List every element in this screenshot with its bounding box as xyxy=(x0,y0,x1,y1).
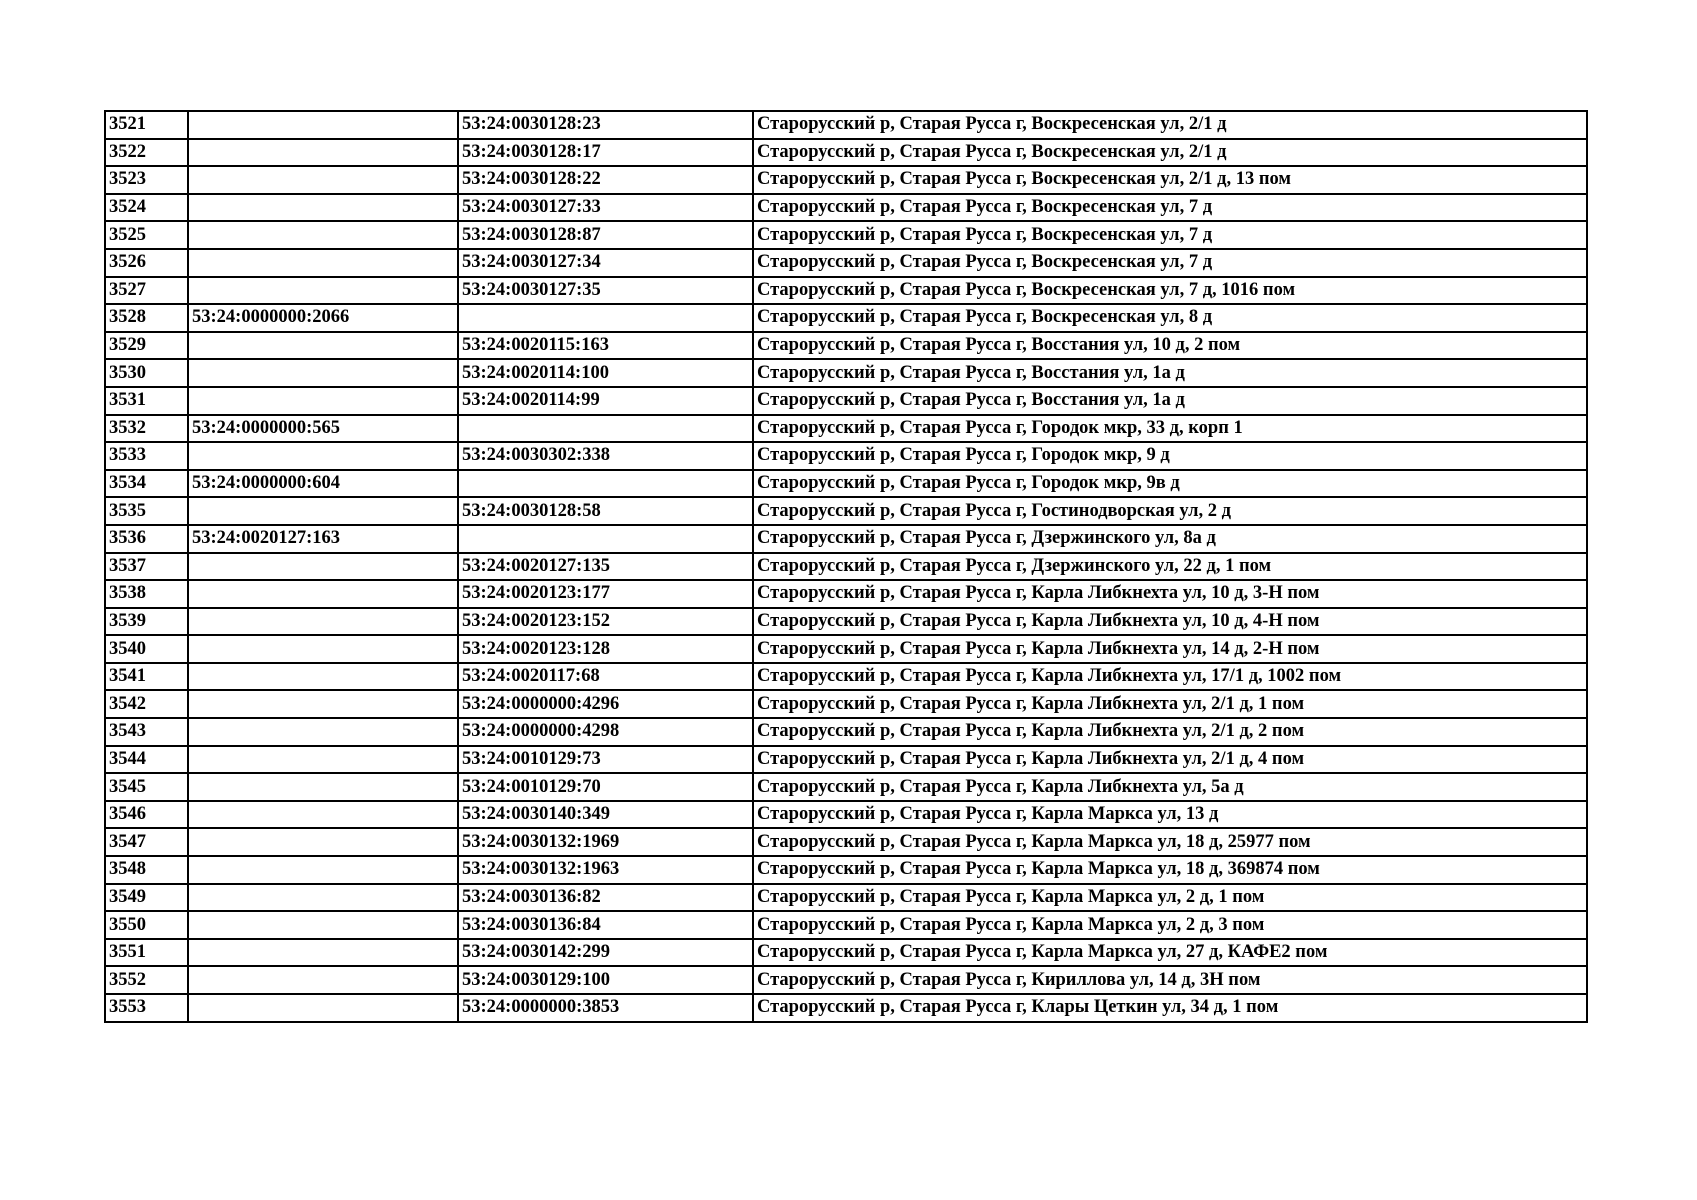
table-row xyxy=(105,221,1587,249)
row-number-cell: 3525 xyxy=(105,221,188,249)
row-number-cell: 3534 xyxy=(105,470,188,498)
row-number-cell: 3530 xyxy=(105,359,188,387)
row-number-cell: 3536 xyxy=(105,525,188,553)
building-cadastral-number-cell xyxy=(188,497,458,525)
row-number-cell: 3547 xyxy=(105,828,188,856)
table-row xyxy=(105,332,1587,360)
address-cell: Старорусский р, Старая Русса г, Кириллова ул, 14 д, 3Н пом xyxy=(753,966,1587,994)
property-registry-table xyxy=(104,110,1588,1023)
building-cadastral-number-cell xyxy=(188,690,458,718)
object-cadastral-number-cell: 53:24:0010129:70 xyxy=(458,773,753,801)
building-cadastral-number-cell xyxy=(188,856,458,884)
building-cadastral-number-cell: 53:24:0000000:565 xyxy=(188,415,458,443)
building-cadastral-number-cell: 53:24:0000000:2066 xyxy=(188,304,458,332)
building-cadastral-number-cell xyxy=(188,442,458,470)
address-cell: Старорусский р, Старая Русса г, Карла Либкнехта ул, 2/1 д, 1 пом xyxy=(753,690,1587,718)
table-row xyxy=(105,277,1587,305)
address-cell: Старорусский р, Старая Русса г, Воскресенская ул, 7 д xyxy=(753,249,1587,277)
object-cadastral-number-cell: 53:24:0030127:35 xyxy=(458,277,753,305)
address-cell: Старорусский р, Старая Русса г, Воскресенская ул, 2/1 д xyxy=(753,139,1587,167)
table-row xyxy=(105,415,1587,443)
row-number-cell: 3541 xyxy=(105,663,188,691)
address-cell: Старорусский р, Старая Русса г, Воскресенская ул, 7 д xyxy=(753,221,1587,249)
address-cell: Старорусский р, Старая Русса г, Воскресенская ул, 2/1 д, 13 пом xyxy=(753,166,1587,194)
address-cell: Старорусский р, Старая Русса г, Карла Маркса ул, 27 д, КАФЕ2 пом xyxy=(753,939,1587,967)
object-cadastral-number-cell: 53:24:0030127:33 xyxy=(458,194,753,222)
address-cell: Старорусский р, Старая Русса г, Карла Либкнехта ул, 14 д, 2-Н пом xyxy=(753,635,1587,663)
address-cell: Старорусский р, Старая Русса г, Воскресенская ул, 7 д, 1016 пом xyxy=(753,277,1587,305)
table-row xyxy=(105,828,1587,856)
row-number-cell: 3531 xyxy=(105,387,188,415)
object-cadastral-number-cell: 53:24:0030140:349 xyxy=(458,801,753,829)
address-cell: Старорусский р, Старая Русса г, Городок мкр, 33 д, корп 1 xyxy=(753,415,1587,443)
building-cadastral-number-cell xyxy=(188,277,458,305)
building-cadastral-number-cell xyxy=(188,359,458,387)
building-cadastral-number-cell xyxy=(188,166,458,194)
row-number-cell: 3542 xyxy=(105,690,188,718)
row-number-cell: 3532 xyxy=(105,415,188,443)
object-cadastral-number-cell: 53:24:0010129:73 xyxy=(458,746,753,774)
address-cell: Старорусский р, Старая Русса г, Городок мкр, 9в д xyxy=(753,470,1587,498)
object-cadastral-number-cell: 53:24:0020123:177 xyxy=(458,580,753,608)
table-row xyxy=(105,856,1587,884)
building-cadastral-number-cell xyxy=(188,828,458,856)
address-cell: Старорусский р, Старая Русса г, Воскресенская ул, 2/1 д xyxy=(753,111,1587,139)
address-cell: Старорусский р, Старая Русса г, Клары Цеткин ул, 34 д, 1 пом xyxy=(753,994,1587,1022)
table-row xyxy=(105,442,1587,470)
object-cadastral-number-cell: 53:24:0030128:87 xyxy=(458,221,753,249)
address-cell: Старорусский р, Старая Русса г, Восстания ул, 10 д, 2 пом xyxy=(753,332,1587,360)
address-cell: Старорусский р, Старая Русса г, Карла Маркса ул, 13 д xyxy=(753,801,1587,829)
building-cadastral-number-cell xyxy=(188,911,458,939)
address-cell: Старорусский р, Старая Русса г, Воскресенская ул, 8 д xyxy=(753,304,1587,332)
object-cadastral-number-cell: 53:24:0030136:82 xyxy=(458,884,753,912)
table-row xyxy=(105,580,1587,608)
table-row xyxy=(105,497,1587,525)
row-number-cell: 3535 xyxy=(105,497,188,525)
object-cadastral-number-cell: 53:24:0030128:23 xyxy=(458,111,753,139)
row-number-cell: 3533 xyxy=(105,442,188,470)
building-cadastral-number-cell xyxy=(188,249,458,277)
row-number-cell: 3545 xyxy=(105,773,188,801)
table-row xyxy=(105,139,1587,167)
address-cell: Старорусский р, Старая Русса г, Карла Маркса ул, 2 д, 1 пом xyxy=(753,884,1587,912)
address-cell: Старорусский р, Старая Русса г, Воскресенская ул, 7 д xyxy=(753,194,1587,222)
address-cell: Старорусский р, Старая Русса г, Карла Либкнехта ул, 2/1 д, 2 пом xyxy=(753,718,1587,746)
row-number-cell: 3552 xyxy=(105,966,188,994)
row-number-cell: 3539 xyxy=(105,608,188,636)
table-row xyxy=(105,746,1587,774)
table-row xyxy=(105,911,1587,939)
object-cadastral-number-cell: 53:24:0030132:1963 xyxy=(458,856,753,884)
row-number-cell: 3544 xyxy=(105,746,188,774)
address-cell: Старорусский р, Старая Русса г, Карла Маркса ул, 18 д, 25977 пом xyxy=(753,828,1587,856)
building-cadastral-number-cell xyxy=(188,387,458,415)
row-number-cell: 3538 xyxy=(105,580,188,608)
building-cadastral-number-cell xyxy=(188,635,458,663)
building-cadastral-number-cell xyxy=(188,884,458,912)
row-number-cell: 3523 xyxy=(105,166,188,194)
address-cell: Старорусский р, Старая Русса г, Восстания ул, 1а д xyxy=(753,359,1587,387)
building-cadastral-number-cell: 53:24:0020127:163 xyxy=(188,525,458,553)
object-cadastral-number-cell: 53:24:0020123:128 xyxy=(458,635,753,663)
address-cell: Старорусский р, Старая Русса г, Гостинодворская ул, 2 д xyxy=(753,497,1587,525)
building-cadastral-number-cell xyxy=(188,221,458,249)
building-cadastral-number-cell xyxy=(188,111,458,139)
row-number-cell: 3549 xyxy=(105,884,188,912)
row-number-cell: 3551 xyxy=(105,939,188,967)
table-row xyxy=(105,359,1587,387)
row-number-cell: 3522 xyxy=(105,139,188,167)
table-row xyxy=(105,663,1587,691)
building-cadastral-number-cell xyxy=(188,801,458,829)
building-cadastral-number-cell xyxy=(188,939,458,967)
table-row xyxy=(105,966,1587,994)
building-cadastral-number-cell xyxy=(188,994,458,1022)
row-number-cell: 3524 xyxy=(105,194,188,222)
object-cadastral-number-cell: 53:24:0030128:17 xyxy=(458,139,753,167)
building-cadastral-number-cell xyxy=(188,718,458,746)
table-row xyxy=(105,525,1587,553)
object-cadastral-number-cell: 53:24:0020117:68 xyxy=(458,663,753,691)
object-cadastral-number-cell: 53:24:0000000:3853 xyxy=(458,994,753,1022)
address-cell: Старорусский р, Старая Русса г, Карла Либкнехта ул, 10 д, 3-Н пом xyxy=(753,580,1587,608)
address-cell: Старорусский р, Старая Русса г, Карла Либкнехта ул, 10 д, 4-Н пом xyxy=(753,608,1587,636)
address-cell: Старорусский р, Старая Русса г, Восстания ул, 1а д xyxy=(753,387,1587,415)
table-row xyxy=(105,884,1587,912)
building-cadastral-number-cell xyxy=(188,580,458,608)
object-cadastral-number-cell: 53:24:0000000:4296 xyxy=(458,690,753,718)
address-cell: Старорусский р, Старая Русса г, Карла Либкнехта ул, 5а д xyxy=(753,773,1587,801)
building-cadastral-number-cell xyxy=(188,746,458,774)
table-row xyxy=(105,470,1587,498)
building-cadastral-number-cell xyxy=(188,608,458,636)
building-cadastral-number-cell xyxy=(188,663,458,691)
object-cadastral-number-cell xyxy=(458,525,753,553)
row-number-cell: 3550 xyxy=(105,911,188,939)
table-row xyxy=(105,553,1587,581)
object-cadastral-number-cell: 53:24:0030142:299 xyxy=(458,939,753,967)
row-number-cell: 3537 xyxy=(105,553,188,581)
object-cadastral-number-cell xyxy=(458,470,753,498)
object-cadastral-number-cell: 53:24:0030128:22 xyxy=(458,166,753,194)
object-cadastral-number-cell: 53:24:0020114:99 xyxy=(458,387,753,415)
object-cadastral-number-cell xyxy=(458,304,753,332)
table-row xyxy=(105,249,1587,277)
table-row xyxy=(105,939,1587,967)
object-cadastral-number-cell: 53:24:0000000:4298 xyxy=(458,718,753,746)
table-row xyxy=(105,111,1587,139)
object-cadastral-number-cell: 53:24:0030128:58 xyxy=(458,497,753,525)
building-cadastral-number-cell xyxy=(188,773,458,801)
object-cadastral-number-cell: 53:24:0020115:163 xyxy=(458,332,753,360)
table-row xyxy=(105,690,1587,718)
object-cadastral-number-cell: 53:24:0020114:100 xyxy=(458,359,753,387)
row-number-cell: 3526 xyxy=(105,249,188,277)
address-cell: Старорусский р, Старая Русса г, Карла Маркса ул, 2 д, 3 пом xyxy=(753,911,1587,939)
building-cadastral-number-cell xyxy=(188,139,458,167)
row-number-cell: 3543 xyxy=(105,718,188,746)
object-cadastral-number-cell: 53:24:0030136:84 xyxy=(458,911,753,939)
address-cell: Старорусский р, Старая Русса г, Карла Либкнехта ул, 17/1 д, 1002 пом xyxy=(753,663,1587,691)
address-cell: Старорусский р, Старая Русса г, Дзержинского ул, 8а д xyxy=(753,525,1587,553)
building-cadastral-number-cell xyxy=(188,194,458,222)
row-number-cell: 3553 xyxy=(105,994,188,1022)
address-cell: Старорусский р, Старая Русса г, Карла Либкнехта ул, 2/1 д, 4 пом xyxy=(753,746,1587,774)
table-row xyxy=(105,801,1587,829)
row-number-cell: 3527 xyxy=(105,277,188,305)
table-row xyxy=(105,608,1587,636)
object-cadastral-number-cell xyxy=(458,415,753,443)
address-cell: Старорусский р, Старая Русса г, Дзержинского ул, 22 д, 1 пом xyxy=(753,553,1587,581)
object-cadastral-number-cell: 53:24:0030132:1969 xyxy=(458,828,753,856)
table-row xyxy=(105,635,1587,663)
table-row xyxy=(105,194,1587,222)
table-row xyxy=(105,718,1587,746)
row-number-cell: 3529 xyxy=(105,332,188,360)
table-row xyxy=(105,994,1587,1022)
row-number-cell: 3528 xyxy=(105,304,188,332)
building-cadastral-number-cell: 53:24:0000000:604 xyxy=(188,470,458,498)
row-number-cell: 3546 xyxy=(105,801,188,829)
building-cadastral-number-cell xyxy=(188,553,458,581)
object-cadastral-number-cell: 53:24:0020123:152 xyxy=(458,608,753,636)
object-cadastral-number-cell: 53:24:0030127:34 xyxy=(458,249,753,277)
building-cadastral-number-cell xyxy=(188,332,458,360)
address-cell: Старорусский р, Старая Русса г, Карла Маркса ул, 18 д, 369874 пом xyxy=(753,856,1587,884)
table-row xyxy=(105,304,1587,332)
table-row xyxy=(105,773,1587,801)
row-number-cell: 3540 xyxy=(105,635,188,663)
row-number-cell: 3548 xyxy=(105,856,188,884)
row-number-cell: 3521 xyxy=(105,111,188,139)
registry-table-body xyxy=(105,111,1587,1022)
table-row xyxy=(105,166,1587,194)
object-cadastral-number-cell: 53:24:0020127:135 xyxy=(458,553,753,581)
object-cadastral-number-cell: 53:24:0030129:100 xyxy=(458,966,753,994)
building-cadastral-number-cell xyxy=(188,966,458,994)
table-row xyxy=(105,387,1587,415)
address-cell: Старорусский р, Старая Русса г, Городок мкр, 9 д xyxy=(753,442,1587,470)
object-cadastral-number-cell: 53:24:0030302:338 xyxy=(458,442,753,470)
